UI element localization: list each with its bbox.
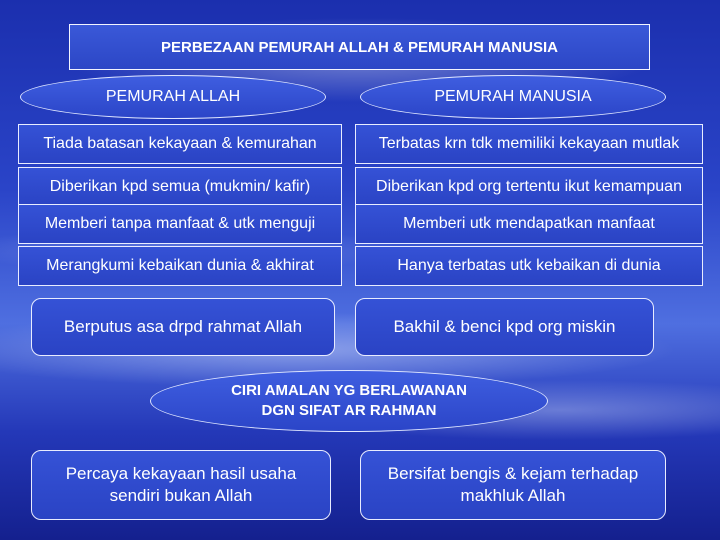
comparison-right-1: Terbatas krn tdk memiliki kekayaan mutlak (355, 124, 703, 164)
comparison-right-2: Diberikan kpd org tertentu ikut kemampuan (355, 167, 703, 207)
page-title: PERBEZAAN PEMURAH ALLAH & PEMURAH MANUSIA (69, 24, 650, 70)
ciri-amalan-line-1: CIRI AMALAN YG BERLAWANAN (231, 382, 467, 399)
comparison-left-2: Diberikan kpd semua (mukmin/ kafir) (18, 167, 342, 207)
comparison-left-3: Memberi tanpa manfaat & utk menguji (18, 204, 342, 244)
comparison-left-5: Berputus asa drpd rahmat Allah (31, 298, 335, 356)
comparison-right-5: Bakhil & benci kpd org miskin (355, 298, 654, 356)
bottom-left-box (31, 450, 331, 520)
comparison-left-1: Tiada batasan kekayaan & kemurahan (18, 124, 342, 164)
bottom-right-text: Bersifat bengis & kejam terhadap makhluk Allah (387, 464, 639, 505)
bottom-right-box (360, 450, 666, 520)
ciri-amalan-line-2: DGN SIFAT AR RAHMAN (261, 402, 437, 419)
bottom-left-text: Percaya kekayaan hasil usaha sendiri bukan Allah (65, 464, 297, 505)
header-pemurah-allah: PEMURAH ALLAH (20, 75, 326, 119)
ciri-amalan-ellipse (150, 370, 548, 432)
comparison-right-4: Hanya terbatas utk kebaikan di dunia (355, 246, 703, 286)
comparison-left-4: Merangkumi kebaikan dunia & akhirat (18, 246, 342, 286)
header-pemurah-manusia: PEMURAH MANUSIA (360, 75, 666, 119)
comparison-right-3: Memberi utk mendapatkan manfaat (355, 204, 703, 244)
